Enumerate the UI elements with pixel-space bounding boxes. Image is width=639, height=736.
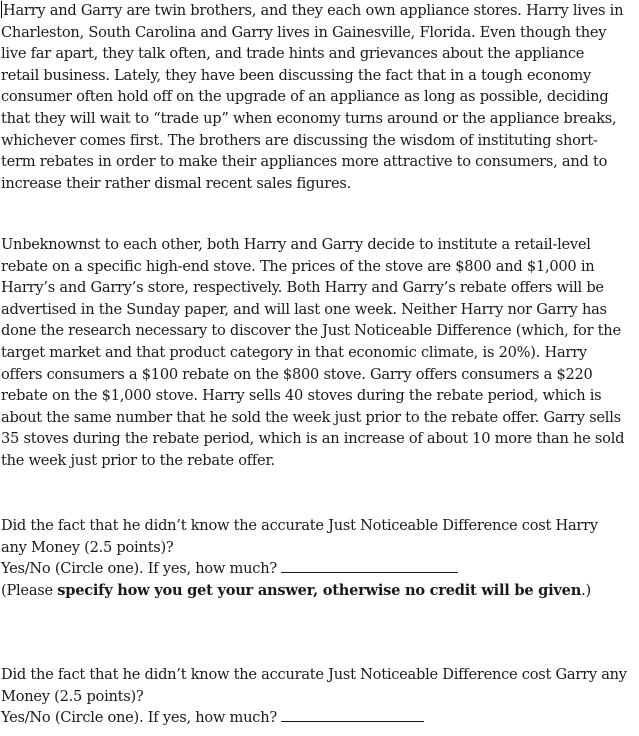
scenario-paragraph-1 xyxy=(1,0,624,194)
instruction-close: .) xyxy=(581,581,591,599)
question-1-answer-line xyxy=(1,558,627,580)
scenario-paragraph-2: Unbeknownst to each other, both Harry and Garry decide to institute a retail-level rebate on a specific high-end stove. The prices of the stove are $800 and $1,000 in Harry’s and Garry’s store, respectively. Both Harry and Garry’s rebate offers will be advertised in the Sunday paper, and will last one week. Neither Harry nor Garry has done the research necessary to discover the Just Noticeable Difference (which, for the target market and that product category in that economic climate, is 20%). Harry offers consumers a $100 rebate on the $800 stove. Garry offers consumers a $220 rebate on the $1,000 stove. Harry sells 40 stoves during the rebate period, which is about the same number that he sold the week just prior to the rebate offer. Garry sells 35 stoves during the rebate period, which is an increase of about 10 more than he sold the week just prior to the rebate offer. xyxy=(1,236,625,469)
question-2-answer-line xyxy=(1,707,627,729)
question-1-prompt: Did the fact that he didn’t know the accurate Just Noticeable Difference cost Harry any Money (2.5 points)? xyxy=(1,517,598,556)
question-1-answer-blank[interactable] xyxy=(281,558,458,573)
text-cursor xyxy=(1,1,2,18)
question-1-answer-label: Yes/No (Circle one). If yes, how much? xyxy=(1,560,277,578)
question-2 xyxy=(1,664,627,729)
question-2-answer-blank[interactable] xyxy=(281,707,424,722)
question-1 xyxy=(1,515,627,601)
instruction-bold: specify how you get your answer, otherwise no credit will be given xyxy=(57,581,582,599)
question-2-prompt: Did the fact that he didn’t know the accurate Just Noticeable Difference cost Garry any Money (2.5 points)? xyxy=(1,666,627,705)
scenario-paragraph-1-text: Harry and Garry are twin brothers, and they each own appliance stores. Harry lives in Charleston, South Carolina and Garry lives in Gainesville, Florida. Even though they live far apart, they talk often, and trade hints and grievances about the appliance retail business. Lately, they have been discussing the fact that in a tough economy consumer often hold off on the upgrade of an appliance as long as possible, deciding that they will wait to “trade up” when economy turns around or the appliance breaks, whichever comes first. The brothers are discussing the wisdom of instituting short-term rebates in order to make their appliances more attractive to consumers, and to increase their rather dismal recent sales figures. xyxy=(1,2,624,192)
instruction-open: (Please xyxy=(1,581,58,599)
question-1-instruction xyxy=(1,580,627,602)
question-2-answer-label: Yes/No (Circle one). If yes, how much? xyxy=(1,709,277,727)
